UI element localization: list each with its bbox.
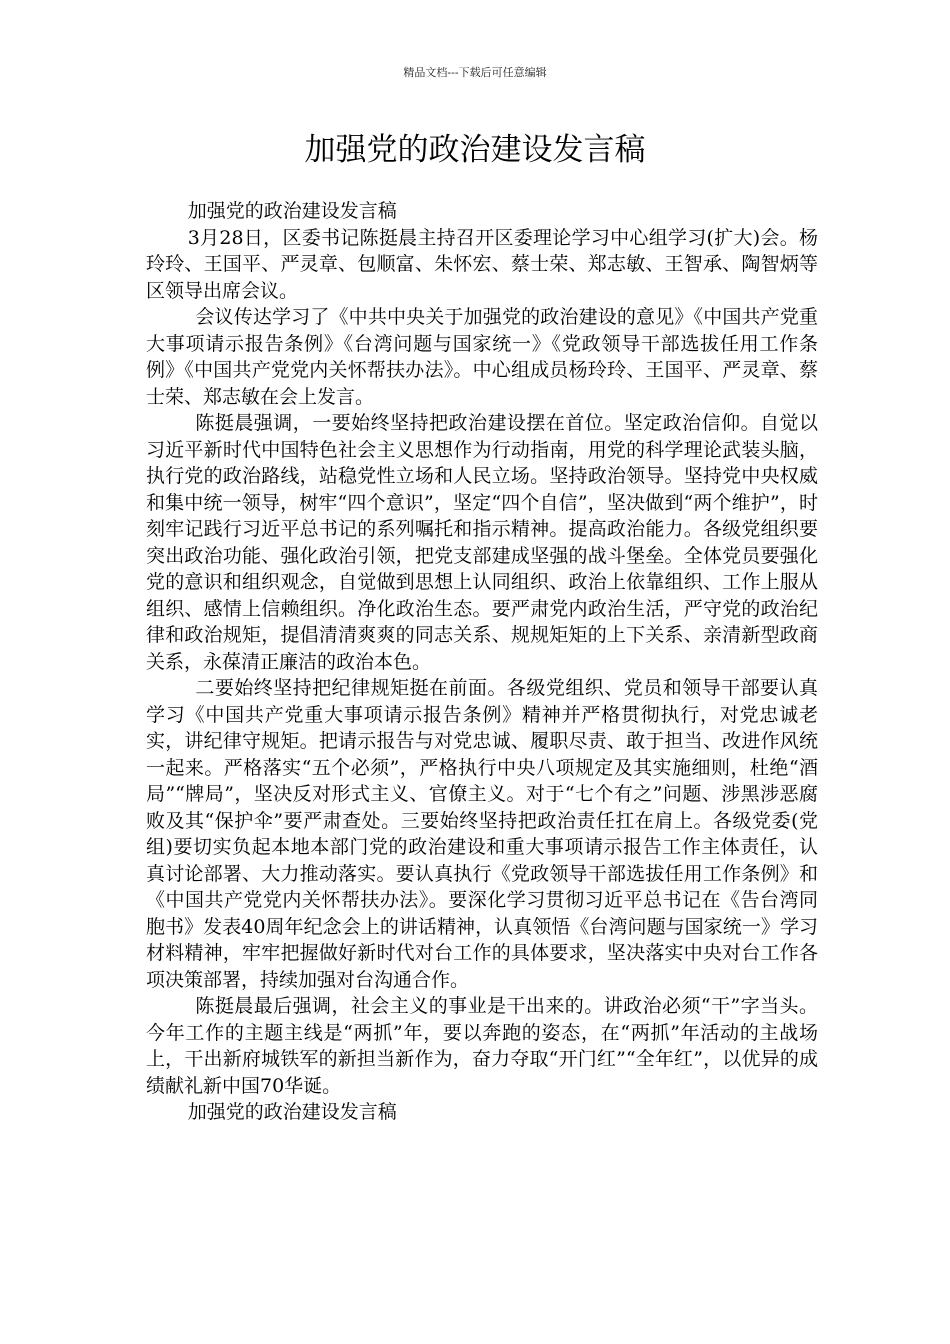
paragraph-political-building: 陈挺晨强调，一要始终坚持把政治建设摆在首位。坚定政治信仰。自觉以习近平新时代中国特色社会主义思想作为行动指南，用党的科学理论武装头脑，执行党的政治路线，站稳党性立场和人民立场。坚持政治领导。坚持党中央权威和集中统一领导，树牢“四个意识”，坚定“四个自信”，坚决做到“两个维护”，时刻牢记践行习近平总书记的系列嘱托和指示精神。提高政治能力。各级党组织要突出政治功能、强化政治引领，把党支部建成坚强的战斗堡垒。全体党员要强化党的意识和组织观念，自觉做到思想上认同组织、政治上依靠组织、工作上服从组织、感情上信赖组织。净化政治生态。要严肃党内政治生活，严守党的政治纪律和政治规矩，提倡清清爽爽的同志关系、规规矩矩的上下关系、亲清新型政商关系，永葆清正廉洁的政治本色。	[146, 412, 818, 673]
paragraph-footer-title: 加强党的政治建设发言稿	[187, 1101, 397, 1123]
paragraph-discipline: 二要始终坚持把纪律规矩挺在前面。各级党组织、党员和领导干部要认真学习《中国共产党重大事项请示报告条例》精神并严格贯彻执行，对党忠诚老实，讲纪律守规矩。把请示报告与对党忠诚、履职尽责、敢于担当、改进作风统一起来。严格落实“五个必须”，严格执行中央八项规定及其实施细则，杜绝“酒局”“牌局”，坚决反对形式主义、官僚主义。对于“七个有之”问题、涉黑涉恶腐败及其“保护伞”要严肃查处。三要始终坚持把政治责任扛在肩上。各级党委(党组)要切实负起本地本部门党的政治建设和重大事项请示报告工作主体责任，认真讨论部署、大力推动落实。要认真执行《党政领导干部选拔任用工作条例》和《中国共产党党内关怀帮扶办法》。要深化学习贯彻习近平总书记在《告台湾同胞书》发表40周年纪念会上的讲话精神，认真领悟《台湾问题与国家统一》学习材料精神，牢牢把握做好新时代对台工作的具体要求，坚决落实中央对台工作各项决策部署，持续加强对台沟通合作。	[146, 677, 818, 991]
document-title: 加强党的政治建设发言稿	[304, 132, 646, 168]
paragraph-meeting-content: 会议传达学习了《中共中央关于加强党的政治建设的意见》《中国共产党重大事项请示报告条例》《台湾问题与国家统一》《党政领导干部选拔任用工作条例》《中国共产党党内关怀帮扶办法》。中心组成员杨玲玲、王国平、严灵章、蔡士荣、郑志敏在会上发言。	[146, 306, 818, 408]
header-note: 精品文档---下载后可任意编辑	[403, 66, 547, 79]
paragraph-meeting-info: 3月28日，区委书记陈挺晨主持召开区委理论学习中心组学习(扩大)会。杨玲玲、王国平、严灵章、包顺富、朱怀宏、蔡士荣、郑志敏、王智承、陶智炳等区领导出席会议。	[146, 226, 818, 302]
document-body	[146, 198, 818, 1126]
paragraph-subtitle: 加强党的政治建设发言稿	[187, 200, 397, 222]
paragraph-conclusion: 陈挺晨最后强调，社会主义的事业是干出来的。讲政治必须“干”字当头。今年工作的主题主线是“两抓”年，要以奔跑的姿态，在“两抓”年活动的主战场上，干出新府城铁军的新担当新作为，奋力夺取“开门红”“全年红”，以优异的成绩献礼新中国70华诞。	[146, 995, 818, 1097]
